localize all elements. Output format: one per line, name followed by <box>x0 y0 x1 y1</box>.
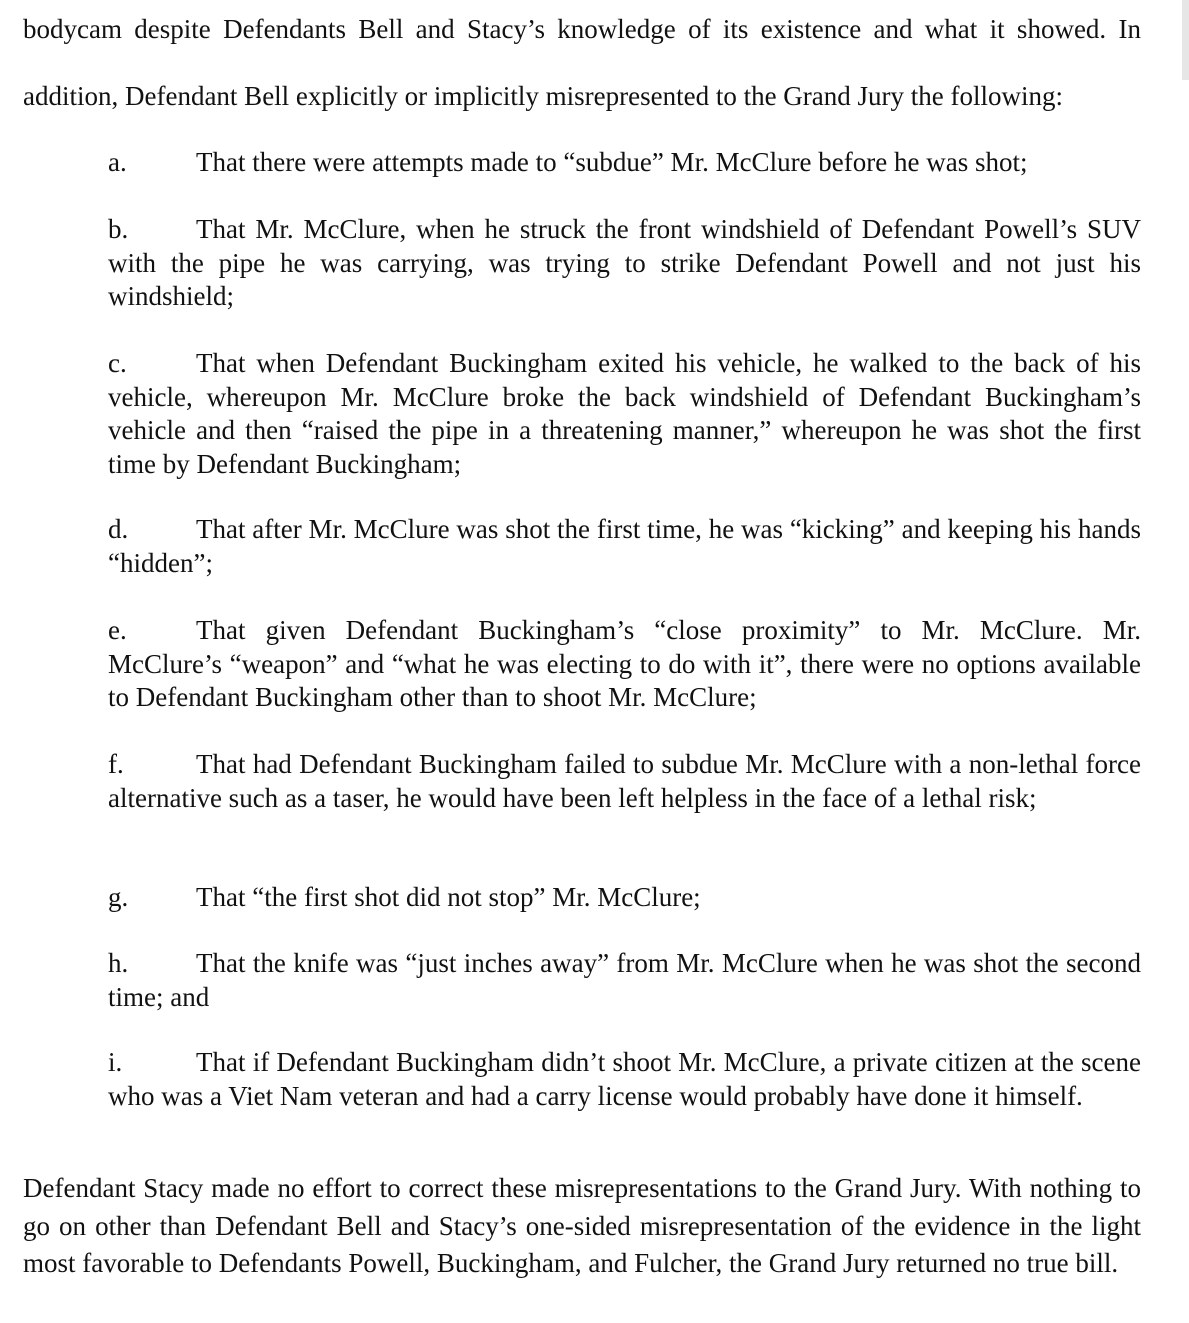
list-item-d <box>108 513 1141 580</box>
closing-paragraph: Defendant Stacy made no effort to correct these misrepresentations to the Grand Jury. With nothing to go on other than Defendant Bell and Stacy’s one-sided misrepresentation of the evidence in the light most favorable to Defendants Powell, Buckingham, and Fulcher, the Grand Jury returned no true bill. <box>23 1173 1141 1278</box>
intro-paragraph: bodycam despite Defendants Bell and Stacy’s knowledge of its existence and what it showed. In addition, Defendant Bell explicitly or implicitly misrepresented to the Grand Jury the following: <box>23 14 1141 111</box>
list-item-a <box>108 146 1141 180</box>
list-item-c <box>108 347 1141 481</box>
item-text: That if Defendant Buckingham didn’t shoot Mr. McClure, a private citizen at the scene who was a Viet Nam veteran and had a carry license would probably have done it himself. <box>108 1047 1141 1111</box>
item-text: That after Mr. McClure was shot the first time, he was “kicking” and keeping his hands “hidden”; <box>108 514 1141 578</box>
list-item-f <box>108 748 1141 815</box>
item-text: That had Defendant Buckingham failed to subdue Mr. McClure with a non-lethal force alternative such as a taser, he would have been left helpless in the face of a lethal risk; <box>108 749 1141 813</box>
item-text: That the knife was “just inches away” from Mr. McClure when he was shot the second time; and <box>108 948 1141 1012</box>
item-text: That given Defendant Buckingham’s “close proximity” to Mr. McClure. Mr. McClure’s “weapon” and “what he was electing to do with it”, there were no options available to Defendant Buckingham other than to shoot Mr. McClure; <box>108 615 1141 712</box>
item-text: That there were attempts made to “subdue” Mr. McClure before he was shot; <box>196 147 1028 177</box>
list-item-e <box>108 614 1141 715</box>
list-item-i <box>108 1046 1141 1113</box>
item-text: That “the first shot did not stop” Mr. McClure; <box>196 882 701 912</box>
scrollbar[interactable] <box>1182 0 1189 80</box>
item-text: That Mr. McClure, when he struck the front windshield of Defendant Powell’s SUV with the pipe he was carrying, was trying to strike Defendant Powell and not just his windshield; <box>108 214 1141 311</box>
item-text: That when Defendant Buckingham exited his vehicle, he walked to the back of his vehicle, whereupon Mr. McClure broke the back windshield of Defendant Buckingham’s vehicle and then “raised the pipe in a threatening manner,” whereupon he was shot the first time by Defendant Buckingham; <box>108 348 1141 479</box>
item-letter: c. <box>108 348 127 378</box>
item-letter: b. <box>108 214 129 244</box>
item-letter: h. <box>108 948 129 978</box>
item-letter: i. <box>108 1047 123 1077</box>
list-item-h <box>108 947 1141 1014</box>
list-item-b <box>108 213 1141 314</box>
item-letter: a. <box>108 147 127 177</box>
item-letter: e. <box>108 615 127 645</box>
list-item-g <box>108 881 1141 915</box>
item-letter: d. <box>108 514 129 544</box>
item-letter: f. <box>108 749 124 779</box>
item-letter: g. <box>108 882 129 912</box>
